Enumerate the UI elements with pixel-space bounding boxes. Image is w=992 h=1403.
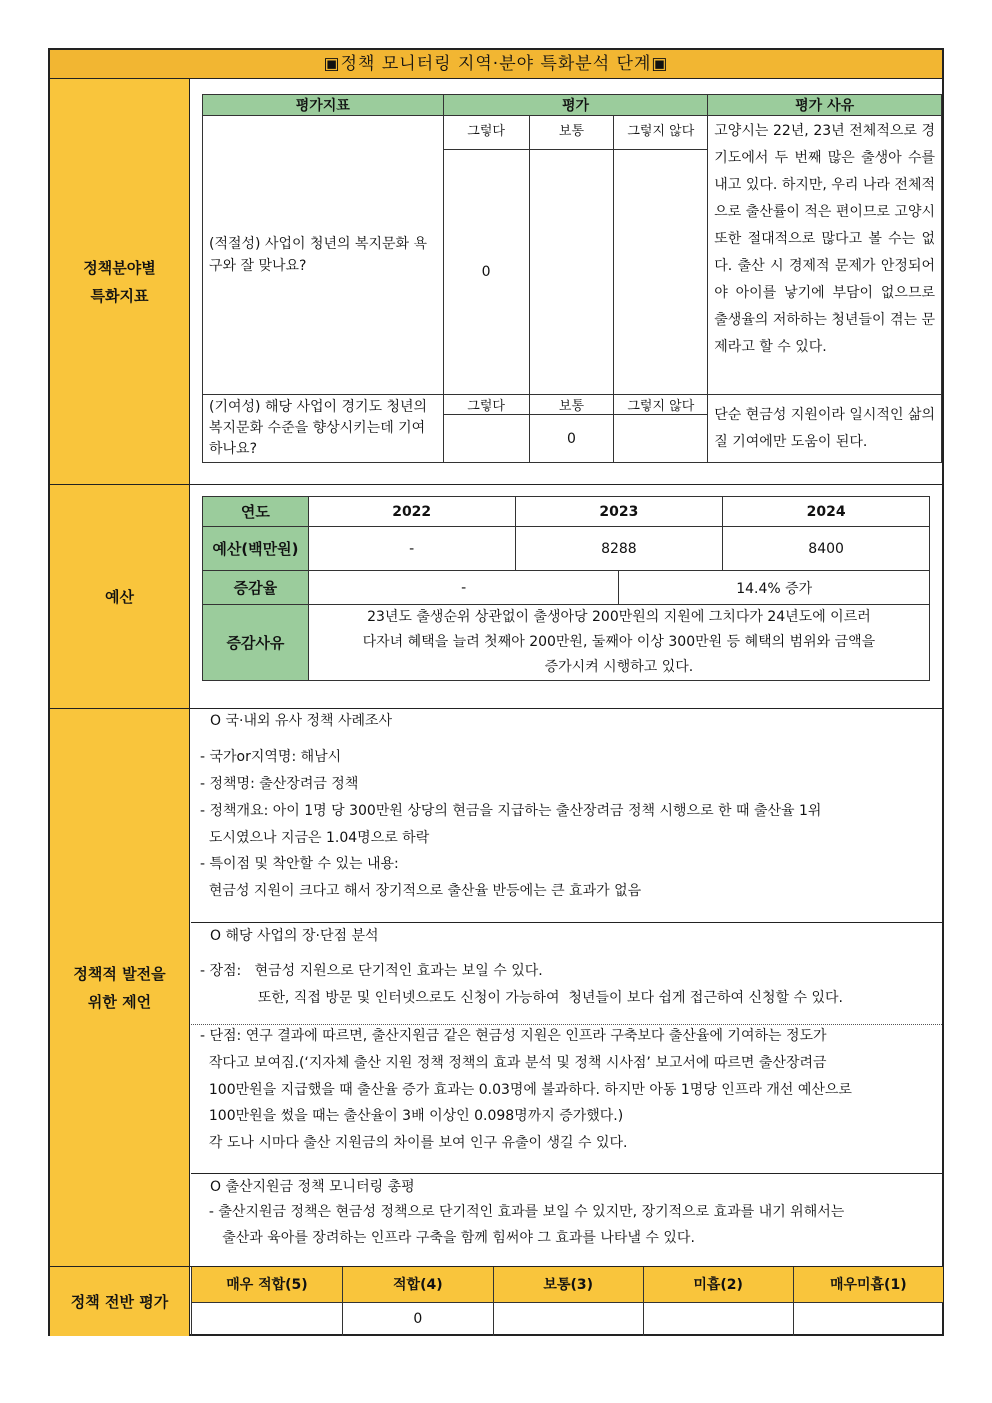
case-line-2: - 정책명: 출산장려금 정책 [200, 776, 359, 792]
summary-line-2: 출산과 육아를 장려하는 인프라 구축을 함께 힘써야 그 효과를 나타낼 수 있다. [200, 1230, 695, 1246]
budget-reason-line-2: 다자녀 혜택을 늘려 첫째아 200만원, 둘째아 이상 300만원 등 혜택의 범위와 금액을 [362, 634, 876, 650]
budget-rate-label: 증감율 [203, 571, 309, 605]
section-label-indicator-text: 정책분야별 특화지표 [83, 258, 156, 305]
pros-line-2: 또한, 직접 방문 및 인터넷으로도 신청이 가능하여 청년들이 보다 쉽게 접근하여 신청할 수 있다. [200, 990, 843, 1006]
budget-year-2022: 2022 [308, 497, 515, 527]
budget-reason [308, 605, 929, 681]
budget-reason-label: 증감사유 [203, 605, 309, 681]
budget-amount-2022: - [308, 527, 515, 571]
section-label-overall: 정책 전반 평가 [50, 1267, 190, 1336]
section-label-proposal [50, 709, 190, 1266]
case-line-5: - 특이점 및 착안할 수 있는 내용: [200, 856, 399, 872]
budget-rate-prev: - [308, 571, 619, 605]
option-no-2: 그렇지 않다 [614, 395, 708, 415]
cons-line-2: 작다고 보여짐.(‘지자체 출산 지원 정책 정책의 효과 분석 및 정책 시사점’ 보고서에 따르면 출산장려금 [200, 1055, 827, 1071]
budget-rate-change: 14.4% 증가 [619, 571, 930, 605]
overall-mark-very-poor [793, 1302, 943, 1336]
mark-appropriateness-yes: 0 [443, 150, 529, 395]
header-evaluation: 평가 [443, 95, 708, 116]
overall-mark-average [493, 1302, 643, 1336]
budget-reason-line-3: 증가시켜 시행하고 있다. [544, 659, 694, 675]
header-reason: 평가 사유 [708, 95, 942, 116]
mark-contribution-neutral: 0 [529, 415, 614, 463]
question-contribution: (기여성) 해당 사업이 경기도 청년의 복지문화 수준을 향상시키는데 기여하나요? [203, 395, 444, 463]
cons-line-5: 각 도나 시마다 출산 지원금의 차이를 보여 인구 유출이 생길 수 있다. [200, 1135, 628, 1151]
case-line-4: 도시였으나 지금은 1.04명으로 하락 [200, 830, 430, 846]
budget-amount-label: 예산(백만원) [203, 527, 309, 571]
option-neutral: 보통 [529, 116, 614, 150]
question-appropriateness: (적절성) 사업이 청년의 복지문화 욕구와 잘 맞나요? [203, 116, 444, 395]
budget-year-label: 연도 [203, 497, 309, 527]
section-label-indicator [50, 79, 190, 484]
form-title: ▣정책 모니터링 지역·분야 특화분석 단계▣ [50, 50, 942, 79]
mark-appropriateness-no [614, 150, 708, 395]
indicator-table [202, 94, 942, 463]
overall-mark-good: 0 [342, 1302, 493, 1336]
case-line-3: - 정책개요: 아이 1명 당 300만원 상당의 현금을 지급하는 출산장려금 정책 시행으로 한 때 출산율 1위 [200, 803, 822, 819]
header-indicator: 평가지표 [203, 95, 444, 116]
cons-line-4: 100만원을 썼을 때는 출산율이 3배 이상인 0.098명까지 증가했다.) [200, 1108, 624, 1124]
summary-line-1: - 출산지원금 정책은 현금성 정책으로 단기적인 효과를 보일 수 있지만, 장기적으로 효과를 내기 위해서는 [200, 1204, 845, 1220]
summary-heading: O 출산지원금 정책 모니터링 총평 [210, 1179, 415, 1195]
cons-line-1: - 단점: 연구 결과에 따르면, 출산지원금 같은 현금성 지원은 인프라 구축보다 출산율에 기여하는 정도가 [200, 1028, 827, 1044]
section-label-budget: 예산 [50, 485, 190, 708]
cons-line-3: 100만원을 지급했을 때 출산율 증가 효과는 0.03명에 불과하다. 하지만 아동 1명당 인프라 개선 예산으로 [200, 1082, 852, 1098]
overall-header-very-poor: 매우미흡(1) [793, 1267, 943, 1302]
case-line-1: - 국가or지역명: 해남시 [200, 749, 342, 765]
overall-table [191, 1267, 943, 1336]
pros-line-1: - 장점: 현금성 지원으로 단기적인 효과는 보일 수 있다. [200, 963, 543, 979]
budget-table [202, 496, 930, 681]
overall-header-average: 보통(3) [493, 1267, 643, 1302]
reason-appropriateness: 고양시는 22년, 23년 전체적으로 경기도에서 두 번째 많은 출생아 수를 내고 있다. 하지만, 우리 나라 전체적으로 출산률이 적은 편이므로 고양시 또한 절대적으로 많다고 볼 수는 없다. 출산 시 경제적 문제가 안정되어야 아이를 낳기에 부담이 없으므로 출생율의 저하하는 청년들이 겪는 문제라고 할 수 있다. [708, 116, 942, 395]
overall-header-poor: 미흡(2) [643, 1267, 793, 1302]
mark-appropriateness-neutral [529, 150, 614, 395]
budget-reason-line-1: 23년도 출생순위 상관없이 출생아당 200만원의 지원에 그치다가 24년도에 이르러 [367, 609, 871, 625]
case-line-6: 현금성 지원이 크다고 해서 장기적으로 출산율 반등에는 큰 효과가 없음 [200, 883, 642, 899]
case-heading: O 국·내외 유사 정책 사례조사 [210, 713, 393, 729]
option-yes-2: 그렇다 [443, 395, 529, 415]
budget-amount-2023: 8288 [515, 527, 723, 571]
overall-mark-poor [643, 1302, 793, 1336]
mark-contribution-yes [443, 415, 529, 463]
overall-header-very-good: 매우 적합(5) [192, 1267, 343, 1302]
budget-year-2024: 2024 [723, 497, 930, 527]
budget-year-2023: 2023 [515, 497, 723, 527]
overall-header-good: 적합(4) [342, 1267, 493, 1302]
reason-contribution: 단순 현금성 지원이라 일시적인 삶의 질 기여에만 도움이 된다. [708, 395, 942, 463]
option-no: 그렇지 않다 [614, 116, 708, 150]
pros-heading: O 해당 사업의 장·단점 분석 [210, 928, 379, 944]
mark-contribution-no [614, 415, 708, 463]
policy-monitoring-form [48, 48, 944, 1336]
section-label-proposal-text: 정책적 발전을 위한 제언 [73, 964, 166, 1011]
budget-amount-2024: 8400 [723, 527, 930, 571]
option-neutral-2: 보통 [529, 395, 614, 415]
overall-mark-very-good [192, 1302, 343, 1336]
option-yes: 그렇다 [443, 116, 529, 150]
